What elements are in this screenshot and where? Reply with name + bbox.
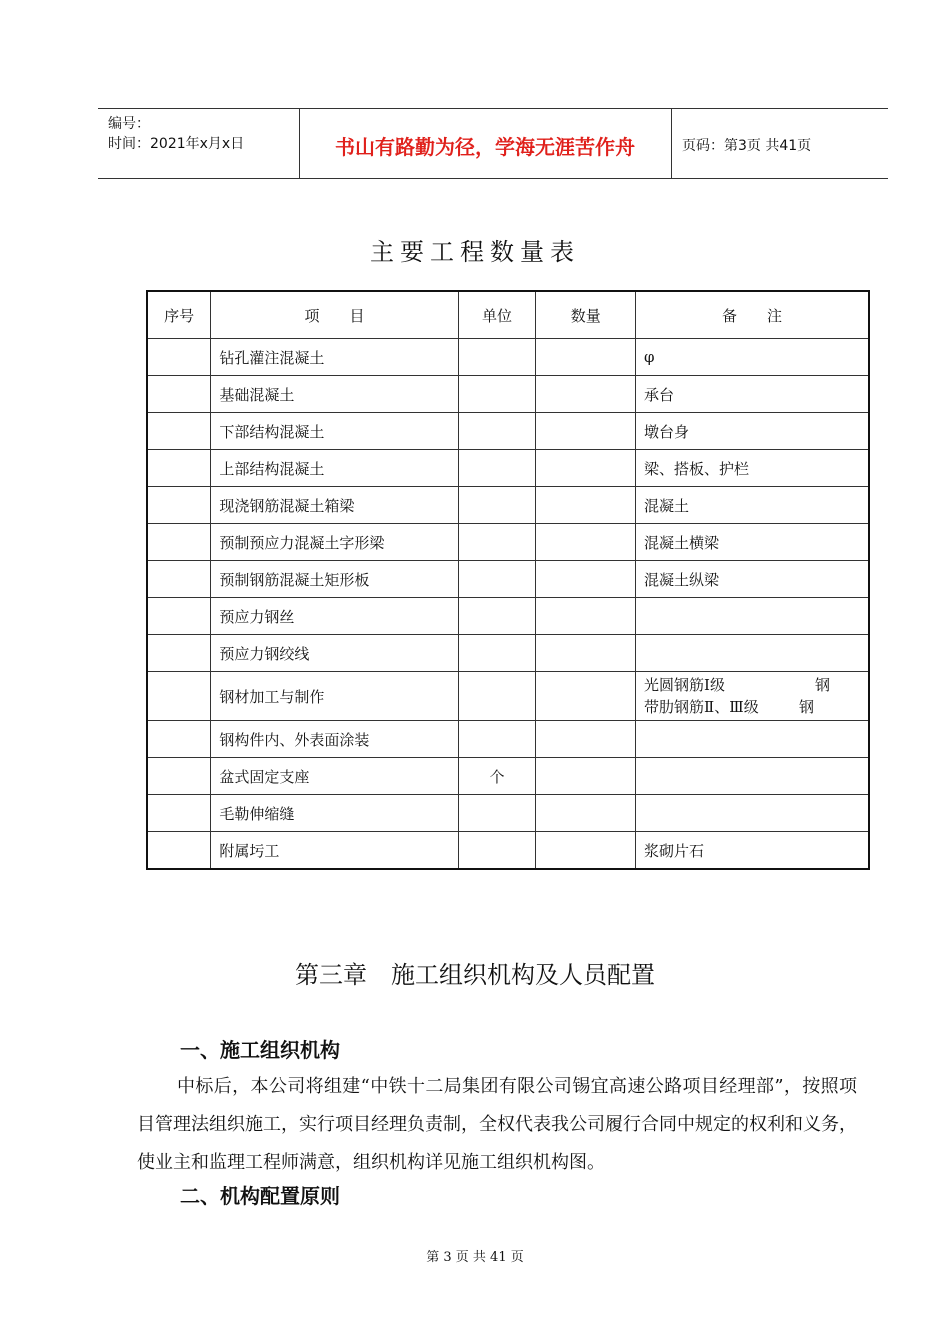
row-note: 混凝土横梁 xyxy=(636,524,869,561)
row-item: 预应力钢绞线 xyxy=(211,635,458,672)
note-line-1-text: 光圆钢筋Ⅰ级 xyxy=(644,676,725,694)
row-item: 钢构件内、外表面涂装 xyxy=(211,721,458,758)
row-note xyxy=(636,795,869,832)
row-note: 混凝土 xyxy=(636,487,869,524)
row-qty xyxy=(536,413,636,450)
page-header xyxy=(98,108,888,179)
row-unit xyxy=(458,524,536,561)
table-header-row xyxy=(147,291,869,339)
row-note xyxy=(636,758,869,795)
row-item: 毛勒伸缩缝 xyxy=(211,795,458,832)
row-qty xyxy=(536,450,636,487)
row-note: φ xyxy=(636,339,869,376)
row-unit xyxy=(458,635,536,672)
col-header-note: 备 注 xyxy=(636,291,869,339)
table-row xyxy=(147,561,869,598)
row-item: 基础混凝土 xyxy=(211,376,458,413)
row-unit: 个 xyxy=(458,758,536,795)
row-qty xyxy=(536,598,636,635)
row-note xyxy=(636,721,869,758)
row-unit xyxy=(458,672,536,721)
row-qty xyxy=(536,672,636,721)
row-qty xyxy=(536,376,636,413)
section-heading-2: 二、机构配置原则 xyxy=(180,1184,340,1208)
row-note: 梁、搭板、护栏 xyxy=(636,450,869,487)
row-unit xyxy=(458,487,536,524)
note-line-2 xyxy=(644,696,860,718)
row-unit xyxy=(458,832,536,870)
row-item: 钻孔灌注混凝土 xyxy=(211,339,458,376)
header-page-cell xyxy=(672,109,888,178)
table-title: 主要工程数量表 xyxy=(370,238,580,266)
table-row xyxy=(147,450,869,487)
row-unit xyxy=(458,795,536,832)
row-qty xyxy=(536,635,636,672)
row-item: 预制钢筋混凝土矩形板 xyxy=(211,561,458,598)
row-note xyxy=(636,598,869,635)
table-row xyxy=(147,487,869,524)
row-item: 附属圬工 xyxy=(211,832,458,870)
page-footer: 第 3 页 共 41 页 xyxy=(426,1250,524,1265)
section-paragraph-1: 中标后，本公司将组建“中铁十二局集团有限公司锡宜高速公路项目经理部”，按照项目管理法组织施工，实行项目经理负责制，全权代表我公司履行合同中规定的权利和义务，使业主和监理工程师满意，组织机构详见施工组织机构图。 xyxy=(137,1076,857,1173)
row-note: 浆砌片石 xyxy=(636,832,869,870)
quantity-table xyxy=(146,290,870,870)
row-unit xyxy=(458,721,536,758)
row-note: 混凝土纵梁 xyxy=(636,561,869,598)
motto: 书山有路勤为径，学海无涯苦作舟 xyxy=(335,135,635,159)
row-qty xyxy=(536,524,636,561)
row-item: 钢材加工与制作 xyxy=(211,672,458,721)
table-row xyxy=(147,339,869,376)
table-row xyxy=(147,672,869,721)
col-header-qty: 数量 xyxy=(536,291,636,339)
row-item: 盆式固定支座 xyxy=(211,758,458,795)
row-qty xyxy=(536,561,636,598)
row-item: 现浇钢筋混凝土箱梁 xyxy=(211,487,458,524)
col-header-index: 序号 xyxy=(147,291,211,339)
header-meta-cell xyxy=(98,109,300,178)
time-label: 时间：2021年x月x日 xyxy=(108,136,245,152)
row-unit xyxy=(458,413,536,450)
chapter-title: 第三章 施工组织机构及人员配置 xyxy=(295,961,655,989)
table-row xyxy=(147,721,869,758)
table-row xyxy=(147,635,869,672)
table-row xyxy=(147,795,869,832)
table-row xyxy=(147,758,869,795)
note-line-2-suffix: 钢 xyxy=(798,698,814,716)
row-note xyxy=(636,635,869,672)
row-unit xyxy=(458,561,536,598)
note-line-1-suffix: 钢 xyxy=(814,676,830,694)
row-qty xyxy=(536,832,636,870)
row-unit xyxy=(458,339,536,376)
note-line-2-text: 带肋钢筋Ⅱ、Ⅲ级 xyxy=(644,698,759,716)
note-line-1 xyxy=(644,674,860,696)
table-row xyxy=(147,413,869,450)
row-qty xyxy=(536,487,636,524)
row-qty xyxy=(536,758,636,795)
table-row xyxy=(147,376,869,413)
row-qty xyxy=(536,339,636,376)
row-unit xyxy=(458,598,536,635)
row-unit xyxy=(458,376,536,413)
row-unit xyxy=(458,450,536,487)
table-row xyxy=(147,832,869,870)
row-item: 预应力钢丝 xyxy=(211,598,458,635)
row-item: 上部结构混凝土 xyxy=(211,450,458,487)
page-label: 页码：第3页 共41页 xyxy=(682,138,812,154)
row-qty xyxy=(536,721,636,758)
header-motto-cell xyxy=(299,109,672,178)
section-heading-1: 一、施工组织机构 xyxy=(180,1038,340,1062)
row-qty xyxy=(536,795,636,832)
row-item: 预制预应力混凝土字形梁 xyxy=(211,524,458,561)
table-row xyxy=(147,524,869,561)
table-row xyxy=(147,598,869,635)
col-header-item: 项 目 xyxy=(211,291,458,339)
col-header-unit: 单位 xyxy=(458,291,536,339)
row-note: 墩台身 xyxy=(636,413,869,450)
row-note: 承台 xyxy=(636,376,869,413)
row-note xyxy=(636,672,869,721)
code-label: 编号： xyxy=(108,116,150,132)
row-item: 下部结构混凝土 xyxy=(211,413,458,450)
